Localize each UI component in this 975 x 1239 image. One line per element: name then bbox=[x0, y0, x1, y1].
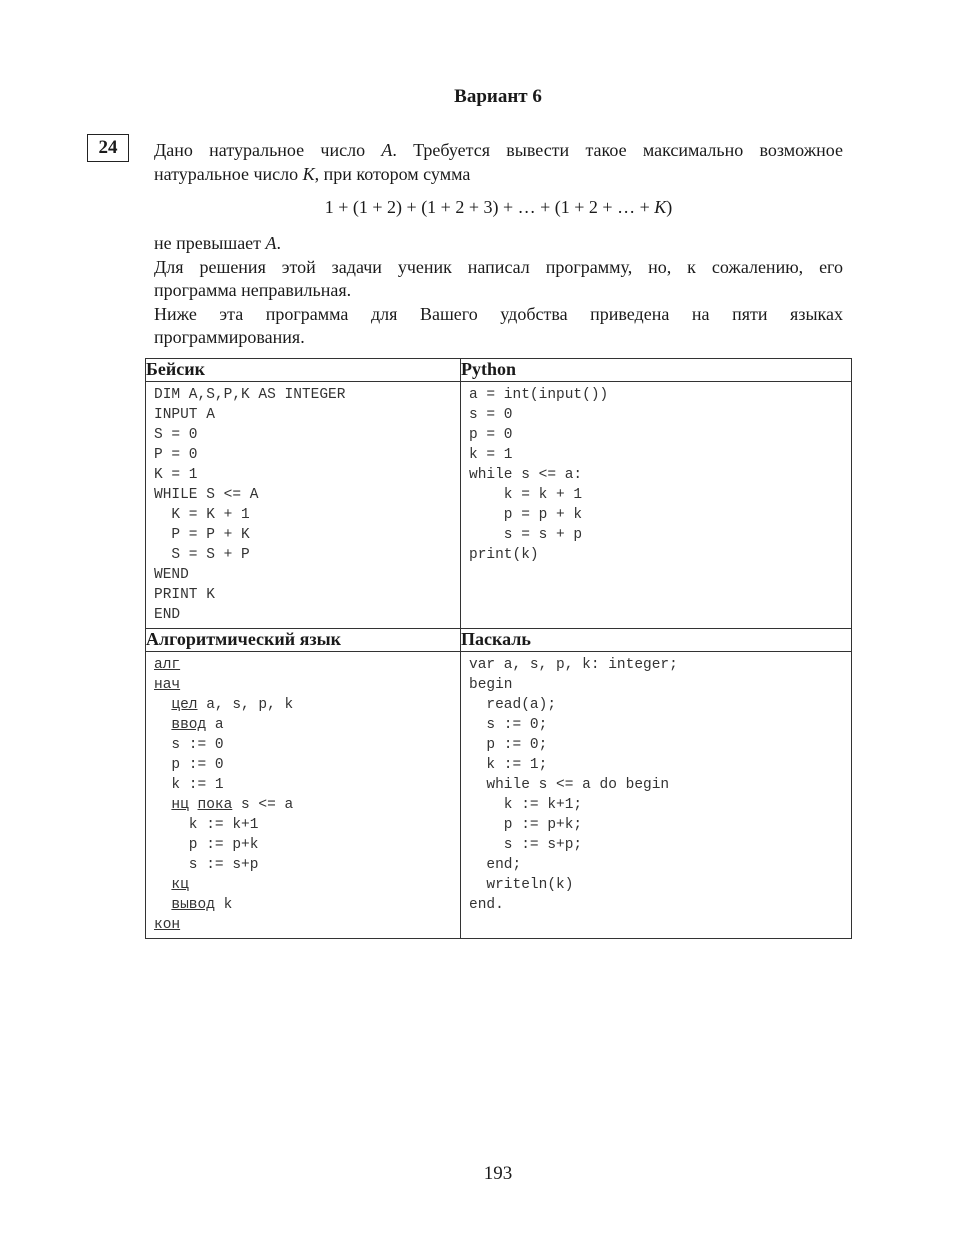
algo-header: Алгоритмический язык bbox=[146, 629, 461, 652]
python-header: Python bbox=[461, 359, 852, 382]
basic-header: Бейсик bbox=[146, 359, 461, 382]
intro-line-1: Дано натуральное число A. Требуется вывести такое максимально возможное bbox=[154, 140, 843, 160]
pascal-header: Паскаль bbox=[461, 629, 852, 652]
task-number-box: 24 bbox=[87, 134, 129, 162]
intro-line-2: натуральное число K, при котором сумма bbox=[154, 163, 471, 184]
task-description bbox=[154, 232, 843, 350]
basic-code: DIM A,S,P,K AS INTEGER INPUT A S = 0 P = 0 K = 1 WHILE S <= A K = K + 1 P = P + K S = S + P WEND PRINT K END bbox=[154, 387, 346, 623]
not-exceed-line: не превышает A. bbox=[154, 233, 282, 253]
student-program-line-2: программа неправильная. bbox=[154, 280, 352, 300]
languages-line-1: Ниже эта программа для Вашего удобства приведена на пяти языках bbox=[154, 303, 843, 324]
program-table bbox=[145, 358, 852, 939]
task-intro bbox=[154, 139, 843, 186]
algo-code: алг нач цел a, s, p, k ввод a s := 0 p := 0 k := 1 нц пока s <= a k := k+1 p := p+k s := s+p кц вывод k кон bbox=[154, 657, 294, 933]
languages-line-2: программирования. bbox=[154, 327, 305, 347]
pascal-code: var a, s, p, k: integer; begin read(a); s := 0; p := 0; k := 1; while s <= a do begin k := k+1; p := p+k; s := s+p; end; writeln(k) end. bbox=[469, 657, 678, 913]
page-number: 193 bbox=[483, 1163, 513, 1184]
student-program-line-1: Для решения этой задачи ученик написал программу, но, к сожалению, его bbox=[154, 256, 843, 277]
sum-formula: 1 + (1 + 2) + (1 + 2 + 3) + … + (1 + 2 + … + K) bbox=[324, 197, 673, 217]
python-code: a = int(input()) s = 0 p = 0 k = 1 while s <= a: k = k + 1 p = p + k s = s + p print(k) bbox=[469, 387, 609, 563]
variant-title: Вариант 6 bbox=[454, 86, 542, 107]
